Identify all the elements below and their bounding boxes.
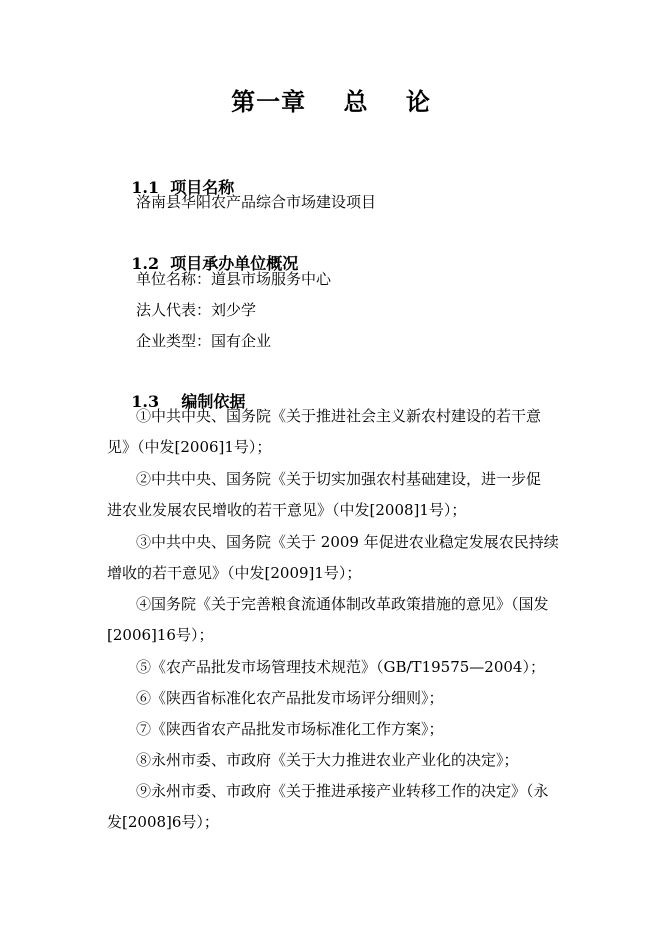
chapter-title: 第一章 总 论 bbox=[231, 87, 431, 116]
basis-item-5: ⑤《农产品批发市场管理技术规范》（GB/T19575—2004）； bbox=[136, 658, 545, 676]
section-title: 项目名称 bbox=[170, 178, 235, 197]
basis-item-7: ⑦《陕西省农产品批发市场标准化工作方案》； bbox=[136, 720, 444, 738]
enterprise-type-line: 企业类型：国有企业 bbox=[136, 332, 272, 350]
basis-item-4-line-2: [2006]16号）； bbox=[107, 626, 214, 644]
basis-item-9-line-1: ⑨永州市委、市政府《关于推进承接产业转移工作的决定》（永 bbox=[136, 782, 549, 800]
basis-item-3-line-1: ③中共中央、国务院《关于 2009 年促进农业稳定发展农民持续 bbox=[136, 533, 559, 551]
project-name-text: 洛南县华阳农产品综合市场建设项目 bbox=[136, 193, 377, 211]
basis-item-6: ⑥《陕西省标准化农产品批发市场评分细则》； bbox=[136, 689, 444, 707]
basis-item-3-line-2: 增收的若干意见》（中发[2009]1号）； bbox=[107, 564, 362, 582]
basis-item-2-line-2: 进农业发展农民增收的若干意见》（中发[2008]1号）； bbox=[107, 501, 467, 519]
basis-item-2-line-1: ②中共中央、国务院《关于切实加强农村基础建设，进一步促 bbox=[136, 470, 542, 488]
section-title: 编制依据 bbox=[181, 392, 246, 411]
section-title: 项目承办单位概况 bbox=[170, 254, 299, 273]
section-number: 1.1 bbox=[131, 178, 160, 197]
unit-name-line: 单位名称：道县市场服务中心 bbox=[136, 270, 332, 288]
legal-representative-line: 法人代表：刘少学 bbox=[136, 301, 257, 319]
basis-item-1-line-2: 见》（中发[2006]1号）； bbox=[107, 438, 272, 456]
basis-item-4-line-1: ④国务院《关于完善粮食流通体制改革政策措施的意见》（国发 bbox=[136, 595, 549, 613]
section-number: 1.2 bbox=[131, 254, 160, 273]
basis-item-8: ⑧永州市委、市政府《关于大力推进农业产业化的决定》； bbox=[136, 751, 519, 769]
section-number: 1.3 bbox=[131, 392, 160, 411]
basis-item-9-line-2: 发[2008]6号）； bbox=[107, 813, 219, 831]
basis-item-1-line-1: ①中共中央、国务院《关于推进社会主义新农村建设的若干意 bbox=[136, 407, 542, 425]
